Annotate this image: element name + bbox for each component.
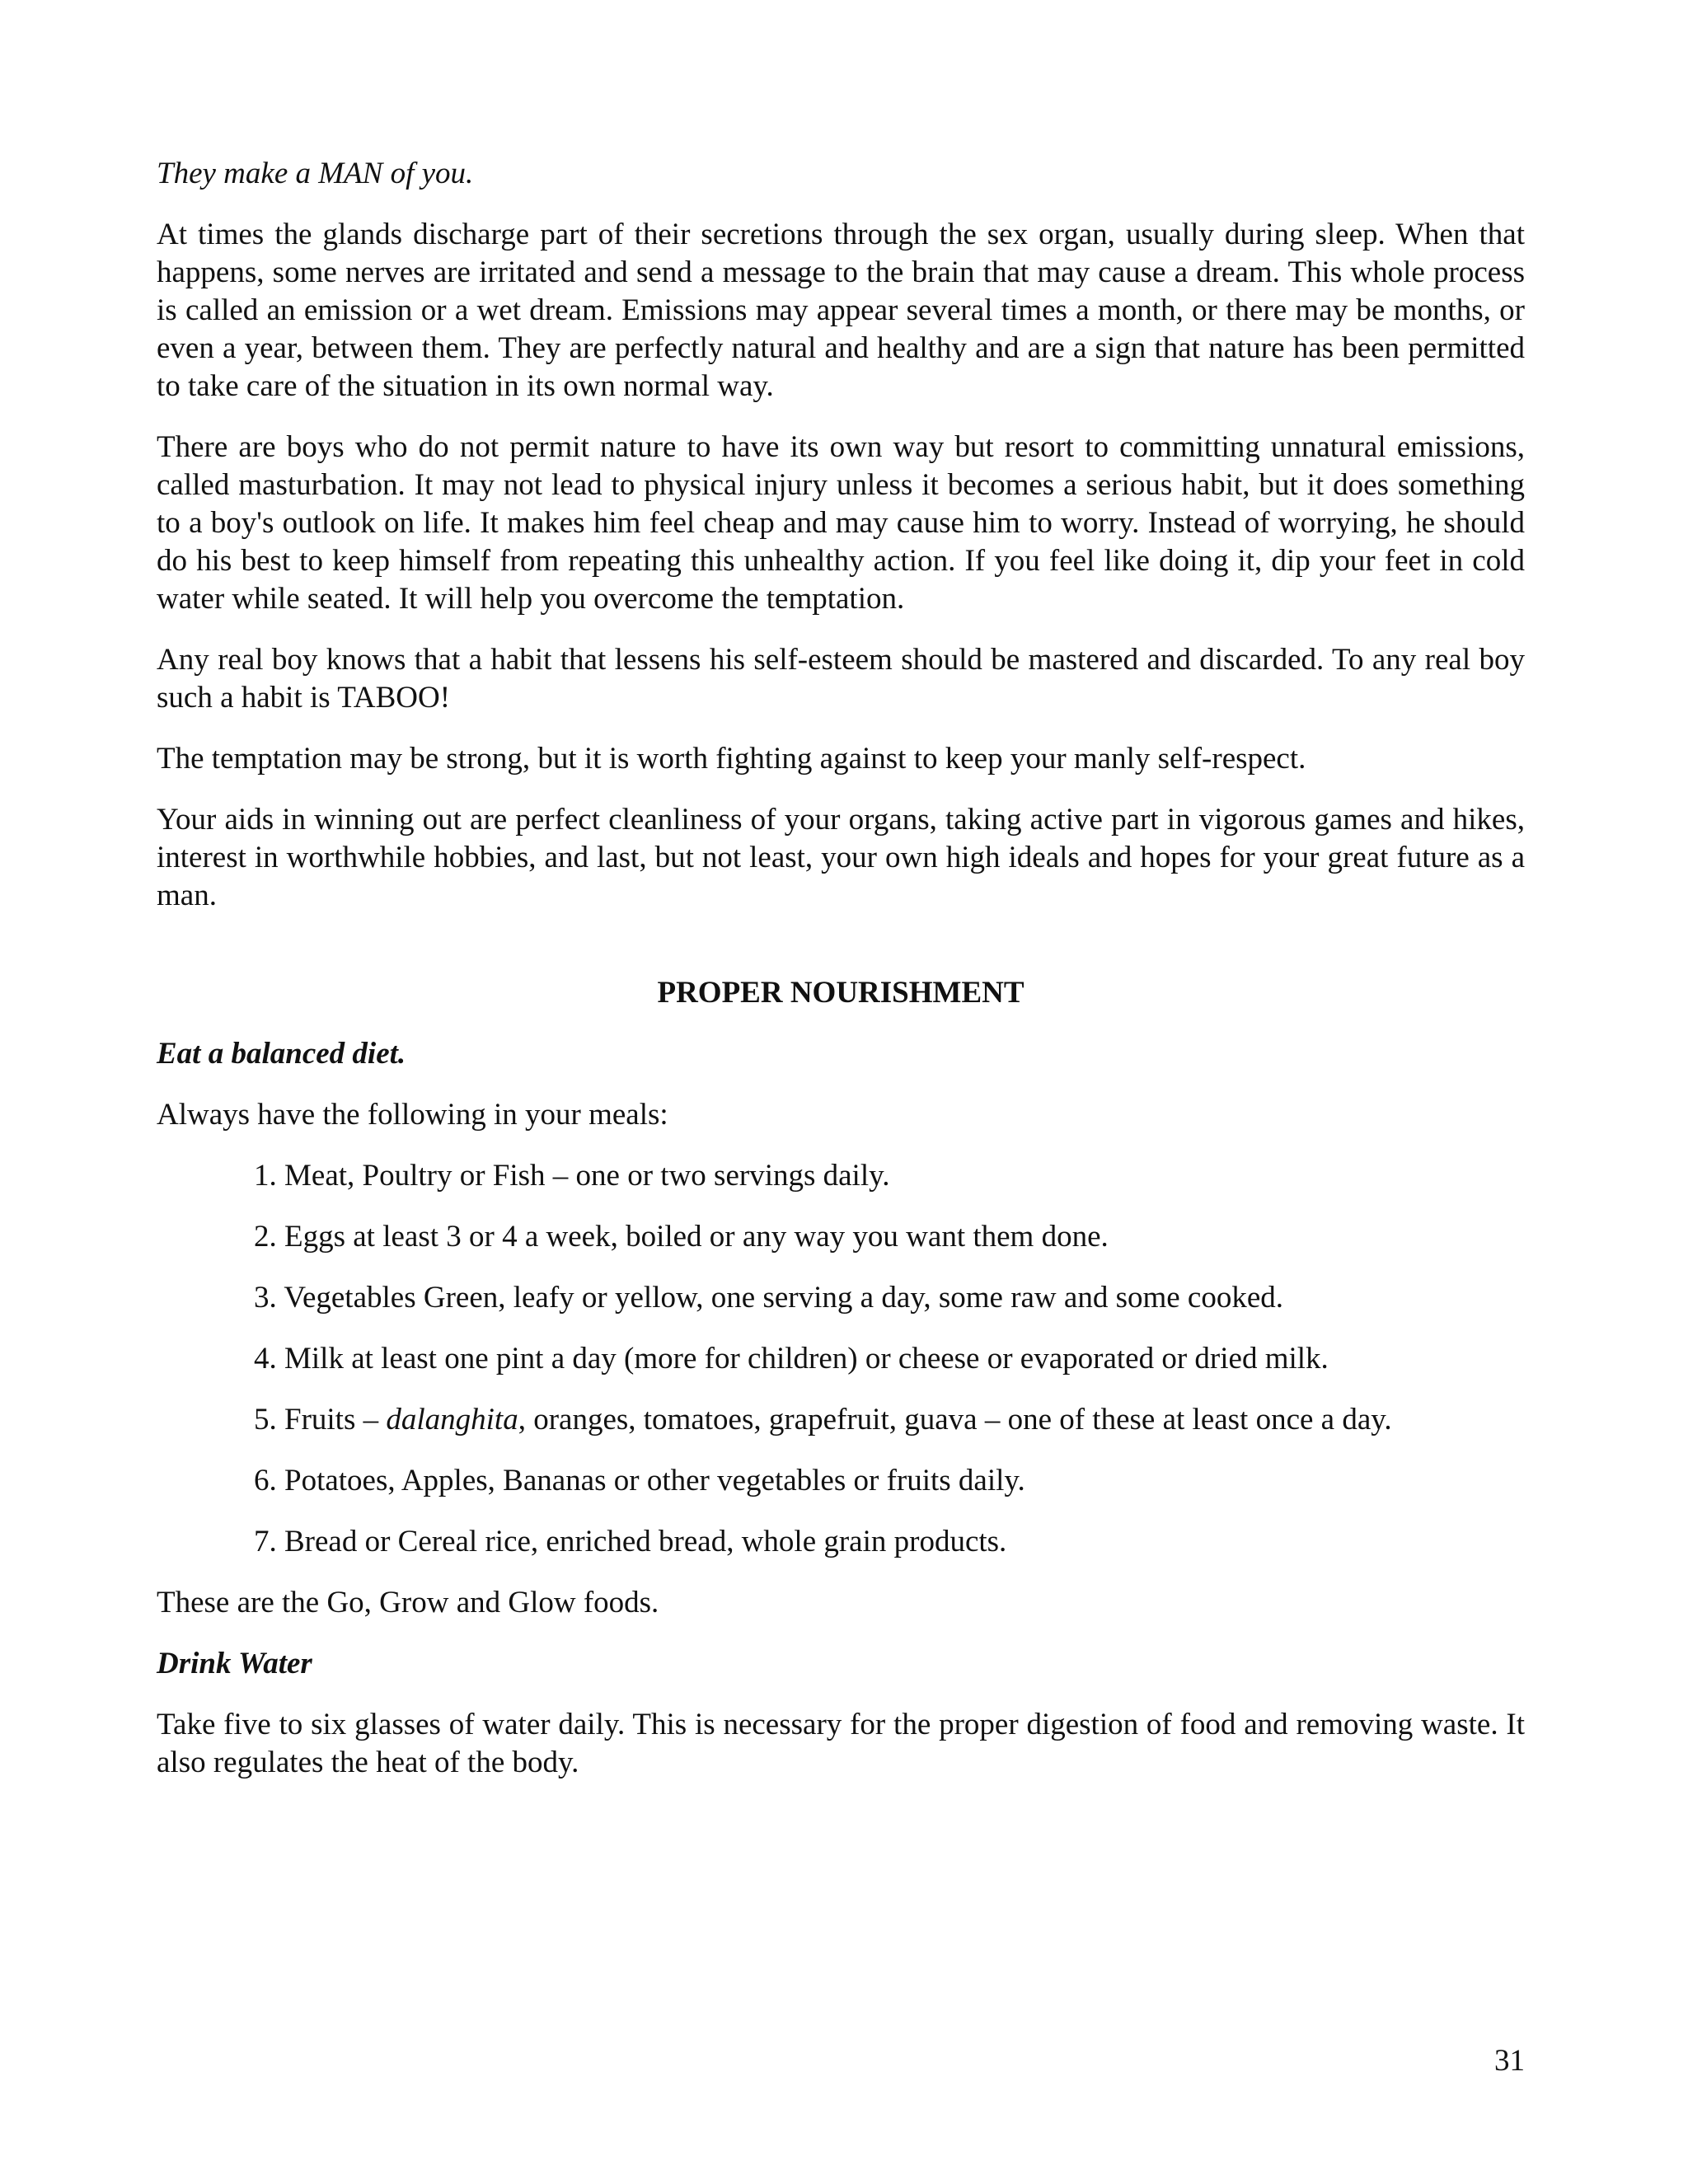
food-list (157, 1157, 1525, 1561)
paragraph-emissions: At times the glands discharge part of their secretions through the sex organ, usually during sleep. When that happens, some nerves are irritated and send a message to the brain that may cause a dream. This whole process is called an emission or a wet dream. Emissions may appear several times a month, or there may be months, or even a year, between them. They are perfectly natural and healthy and are a sign that nature has been permitted to take care of the situation in its own normal way. (157, 218, 1525, 403)
paragraph-temptation: The temptation may be strong, but it is worth fighting against to keep your manly self-respect. (157, 742, 1306, 776)
list-item: 2. Eggs at least 3 or 4 a week, boiled or any way you want them done. (254, 1220, 1109, 1254)
list-item (157, 1401, 1525, 1439)
paragraph-water: Take five to six glasses of water daily. This is necessary for the proper digestion of food and removing waste. It also regulates the heat of the body. (157, 1708, 1525, 1779)
page-number: 31 (1494, 2044, 1525, 2078)
list-item: 1. Meat, Poultry or Fish – one or two servings daily. (254, 1159, 890, 1193)
list-item-emphasis: dalanghita (386, 1403, 518, 1436)
list-item: 3. Vegetables Green, leafy or yellow, one serving a day, some raw and some cooked. (254, 1281, 1284, 1315)
list-item: 4. Milk at least one pint a day (more for children) or cheese or evaporated or dried milk. (254, 1342, 1329, 1376)
list-item: 6. Potatoes, Apples, Bananas or other vegetables or fruits daily. (254, 1464, 1025, 1497)
section-heading: PROPER NOURISHMENT (657, 976, 1025, 1010)
subheading-drink-water: Drink Water (157, 1647, 312, 1680)
list-item: 7. Bread or Cereal rice, enriched bread, whole grain products. (254, 1525, 1007, 1558)
list-outro: These are the Go, Grow and Glow foods. (157, 1586, 659, 1619)
list-intro: Always have the following in your meals: (157, 1098, 668, 1132)
subheading-balanced-diet: Eat a balanced diet. (157, 1037, 406, 1071)
page-body (157, 155, 1525, 1805)
list-item-prefix: 5. Fruits – (254, 1403, 387, 1436)
list-item-suffix: , oranges, tomatoes, grapefruit, guava – one of these at least once a day. (518, 1403, 1392, 1436)
paragraph-taboo: Any real boy knows that a habit that lessens his self-esteem should be mastered and discarded. To any real boy such a habit is TABOO! (157, 643, 1525, 715)
paragraph-aids: Your aids in winning out are perfect cleanliness of your organs, taking active part in vigorous games and hikes, interest in worthwhile hobbies, and last, but not least, your own high ideals and hopes for your great future as a man. (157, 803, 1525, 912)
intro-line: They make a MAN of you. (157, 157, 474, 190)
paragraph-masturbation: There are boys who do not permit nature to have its own way but resort to committing unnatural emissions, called masturbation. It may not lead to physical injury unless it becomes a serious habit, but it does something to a boy's outlook on life. It makes him feel cheap and may cause him to worry. Instead of worrying, he should do his best to keep himself from repeating this unhealthy action. If you feel like doing it, dip your feet in cold water while seated. It will help you overcome the temptation. (157, 430, 1525, 616)
